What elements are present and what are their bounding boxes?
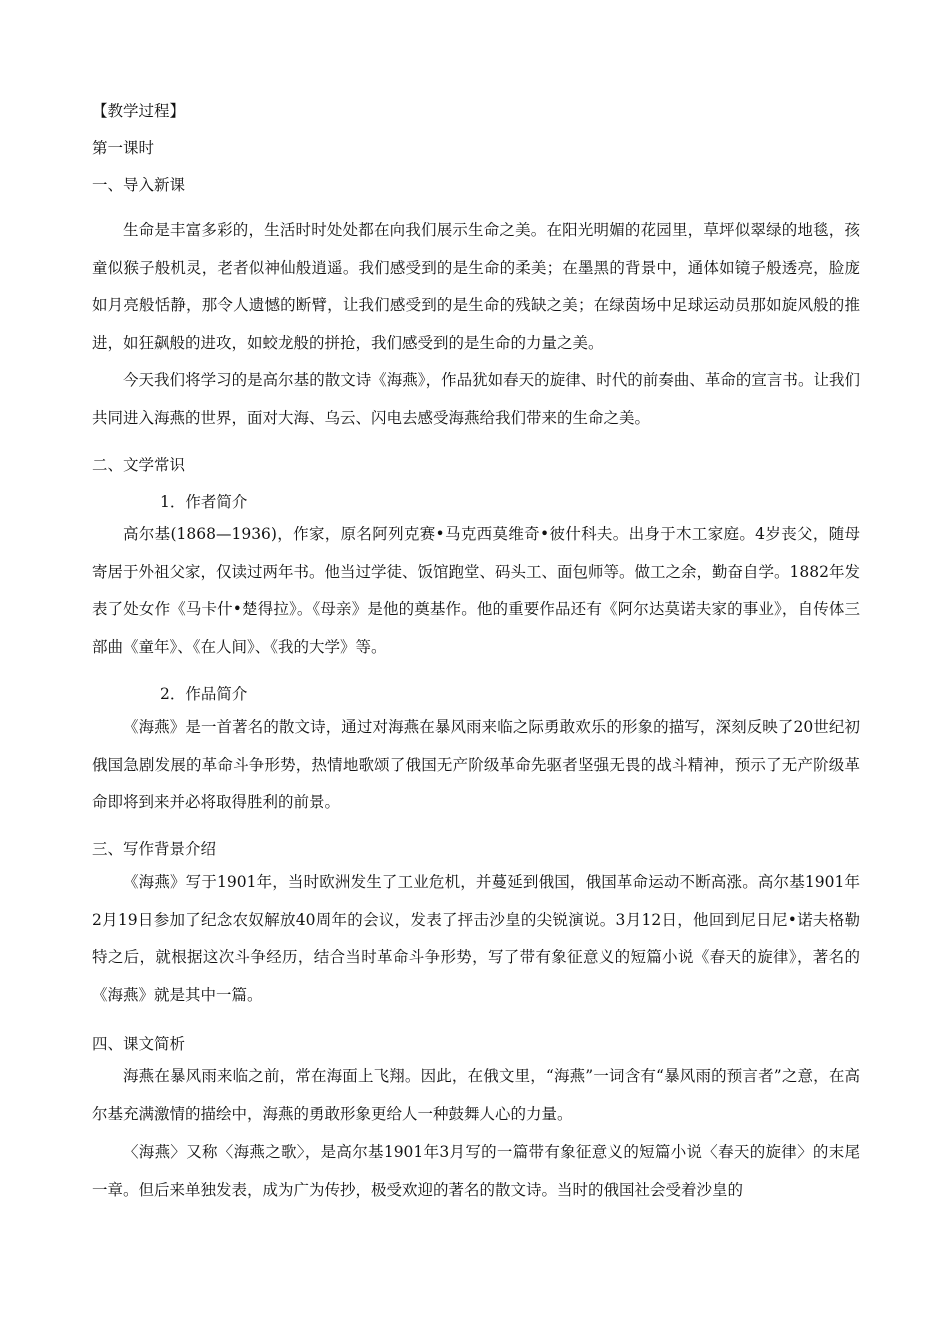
- lesson-title: 第一课时: [92, 139, 155, 157]
- heading-literary-knowledge: 二、文学常识: [92, 456, 186, 474]
- section-header: 【教学过程】: [92, 102, 186, 120]
- paragraph-analysis-2: 〈海燕〉又称〈海燕之歌〉，是高尔基1901年3月写的一篇带有象征意义的短篇小说〈春天的旋律〉的末尾一章。但后来单独发表，成为广为传抄，极受欢迎的著名的散文诗。当时的俄国社会受着沙皇的: [92, 1143, 860, 1199]
- paragraph-background: 《海燕》写于1901年，当时欧洲发生了工业危机，并蔓延到俄国，俄国革命运动不断高涨。高尔基1901年2月19日参加了纪念农奴解放40周年的会议，发表了抨击沙皇的尖锐演说。3月12日，他回到尼日尼•诺夫格勒特之后，就根据这次斗争经历，结合当时革命斗争形势，写了带有象征意义的短篇小说《春天的旋律》，著名的《海燕》就是其中一篇。: [92, 873, 860, 1004]
- paragraph-work: 《海燕》是一首著名的散文诗，通过对海燕在暴风雨来临之际勇敢欢乐的形象的描写，深刻反映了20世纪初俄国急剧发展的革命斗争形势，热情地歌颂了俄国无产阶级革命先驱者坚强无畏的战斗精神，预示了无产阶级革命即将到来并必将取得胜利的前景。: [92, 718, 860, 812]
- paragraph-author: 高尔基(1868—1936)，作家，原名阿列克赛•马克西莫维奇•彼什科夫。出身于木工家庭。4岁丧父，随母寄居于外祖父家，仅读过两年书。他当过学徒、饭馆跑堂、码头工、面包师等。做工之余，勤奋自学。1882年发表了处女作《马卡什•楚得拉》。《母亲》是他的奠基作。他的重要作品还有《阿尔达莫诺夫家的事业》，自传体三部曲《童年》、《在人间》、《我的大学》等。: [92, 525, 860, 656]
- paragraph-intro-2: 今天我们将学习的是高尔基的散文诗《海燕》，作品犹如春天的旋律、时代的前奏曲、革命的宣言书。让我们共同进入海燕的世界，面对大海、乌云、闪电去感受海燕给我们带来的生命之美。: [92, 371, 860, 427]
- subheading-author: 1．作者简介: [160, 493, 248, 511]
- heading-background: 三、写作背景介绍: [92, 840, 217, 858]
- paragraph-analysis-1: 海燕在暴风雨来临之前，常在海面上飞翔。因此，在俄文里，“海燕”一词含有“暴风雨的预言者”之意，在高尔基充满激情的描绘中，海燕的勇敢形象更给人一种鼓舞人心的力量。: [92, 1067, 860, 1123]
- subheading-work: 2．作品简介: [160, 685, 248, 703]
- paragraph-intro: 生命是丰富多彩的，生活时时处处都在向我们展示生命之美。在阳光明媚的花园里，草坪似翠绿的地毯，孩童似猴子般机灵，老者似神仙般逍遥。我们感受到的是生命的柔美；在墨黑的背景中，通体如镜子般透亮，脸庞如月亮般恬静，那令人遗憾的断臂，让我们感受到的是生命的残缺之美；在绿茵场中足球运动员那如旋风般的推进，如狂飙般的进攻，如蛟龙般的拼抢，我们感受到的是生命的力量之美。: [92, 221, 860, 352]
- heading-intro: 一、导入新课: [92, 176, 186, 194]
- heading-analysis: 四、课文简析: [92, 1035, 186, 1053]
